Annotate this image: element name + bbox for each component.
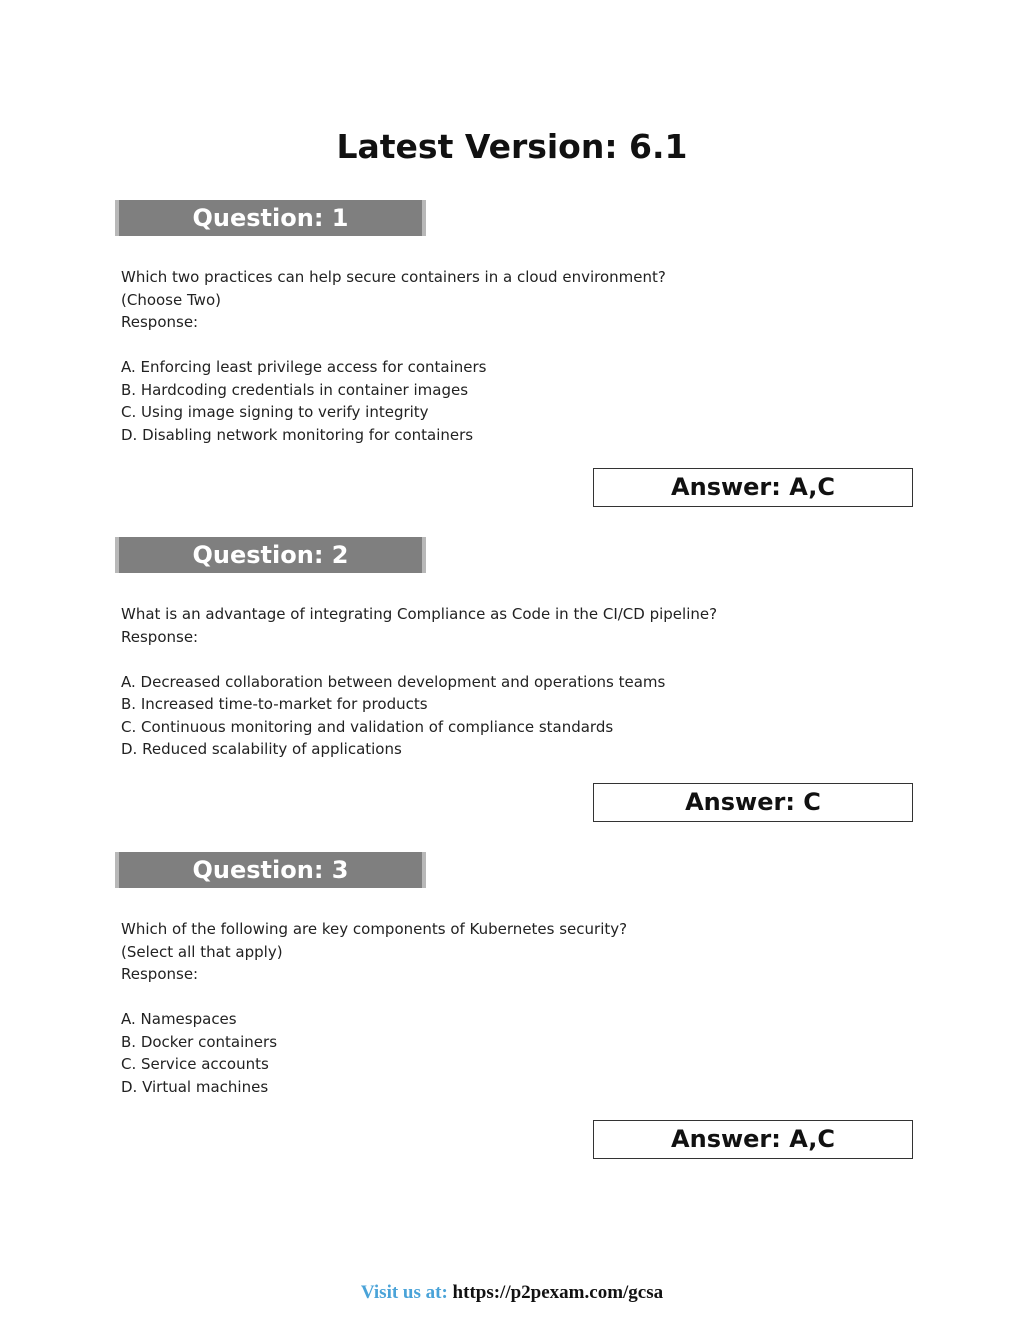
question-2-answer-box: Answer: C: [593, 783, 913, 822]
question-3-header: Question: 3: [115, 852, 426, 888]
question-1-header: Question: 1: [115, 200, 426, 236]
question-1-option-b: B. Hardcoding credentials in container images: [121, 380, 469, 399]
question-1-option-d: D. Disabling network monitoring for containers: [121, 425, 474, 444]
question-3-answer-box: Answer: A,C: [593, 1120, 913, 1159]
question-3-prompt-line: Response:: [121, 965, 199, 983]
question-2-header: Question: 2: [115, 537, 426, 573]
question-3-body: [121, 918, 901, 1098]
question-2-option-a: A. Decreased collaboration between development and operations teams: [121, 672, 666, 691]
question-2-option-b: B. Increased time-to-market for products: [121, 695, 428, 713]
page-title: Latest Version: 6.1: [336, 127, 688, 166]
question-1-prompt-line: Which two practices can help secure containers in a cloud environment?: [121, 268, 666, 286]
question-3-option-c: C. Service accounts: [121, 1055, 269, 1073]
question-3-prompt-line: Which of the following are key components of Kubernetes security?: [121, 920, 628, 938]
question-2-prompt-line: Response:: [121, 627, 199, 646]
question-3-option-b: B. Docker containers: [121, 1032, 278, 1051]
question-1-answer-box: Answer: A,C: [593, 468, 913, 507]
question-2-prompt-line: What is an advantage of integrating Compliance as Code in the CI/CD pipeline?: [121, 605, 718, 623]
footer: [0, 1280, 1024, 1306]
question-2-option-c: C. Continuous monitoring and validation of compliance standards: [121, 717, 614, 736]
question-1-option-a: A. Enforcing least privilege access for containers: [121, 358, 487, 376]
question-1-prompt-line: Response:: [121, 313, 199, 331]
question-1-prompt-line: (Choose Two): [121, 290, 221, 309]
footer-label: Visit us at:: [360, 1282, 448, 1303]
question-1-option-c: C. Using image signing to verify integrity: [121, 403, 429, 421]
question-3-option-d: D. Virtual machines: [121, 1077, 269, 1096]
question-1-body: [121, 266, 901, 446]
question-2-body: [121, 603, 901, 761]
question-3-option-a: A. Namespaces: [121, 1010, 237, 1028]
question-3-prompt-line: (Select all that apply): [121, 942, 283, 961]
footer-url-link[interactable]: https://p2pexam.com/gcsa: [452, 1282, 664, 1303]
question-2-option-d: D. Reduced scalability of applications: [121, 740, 402, 758]
